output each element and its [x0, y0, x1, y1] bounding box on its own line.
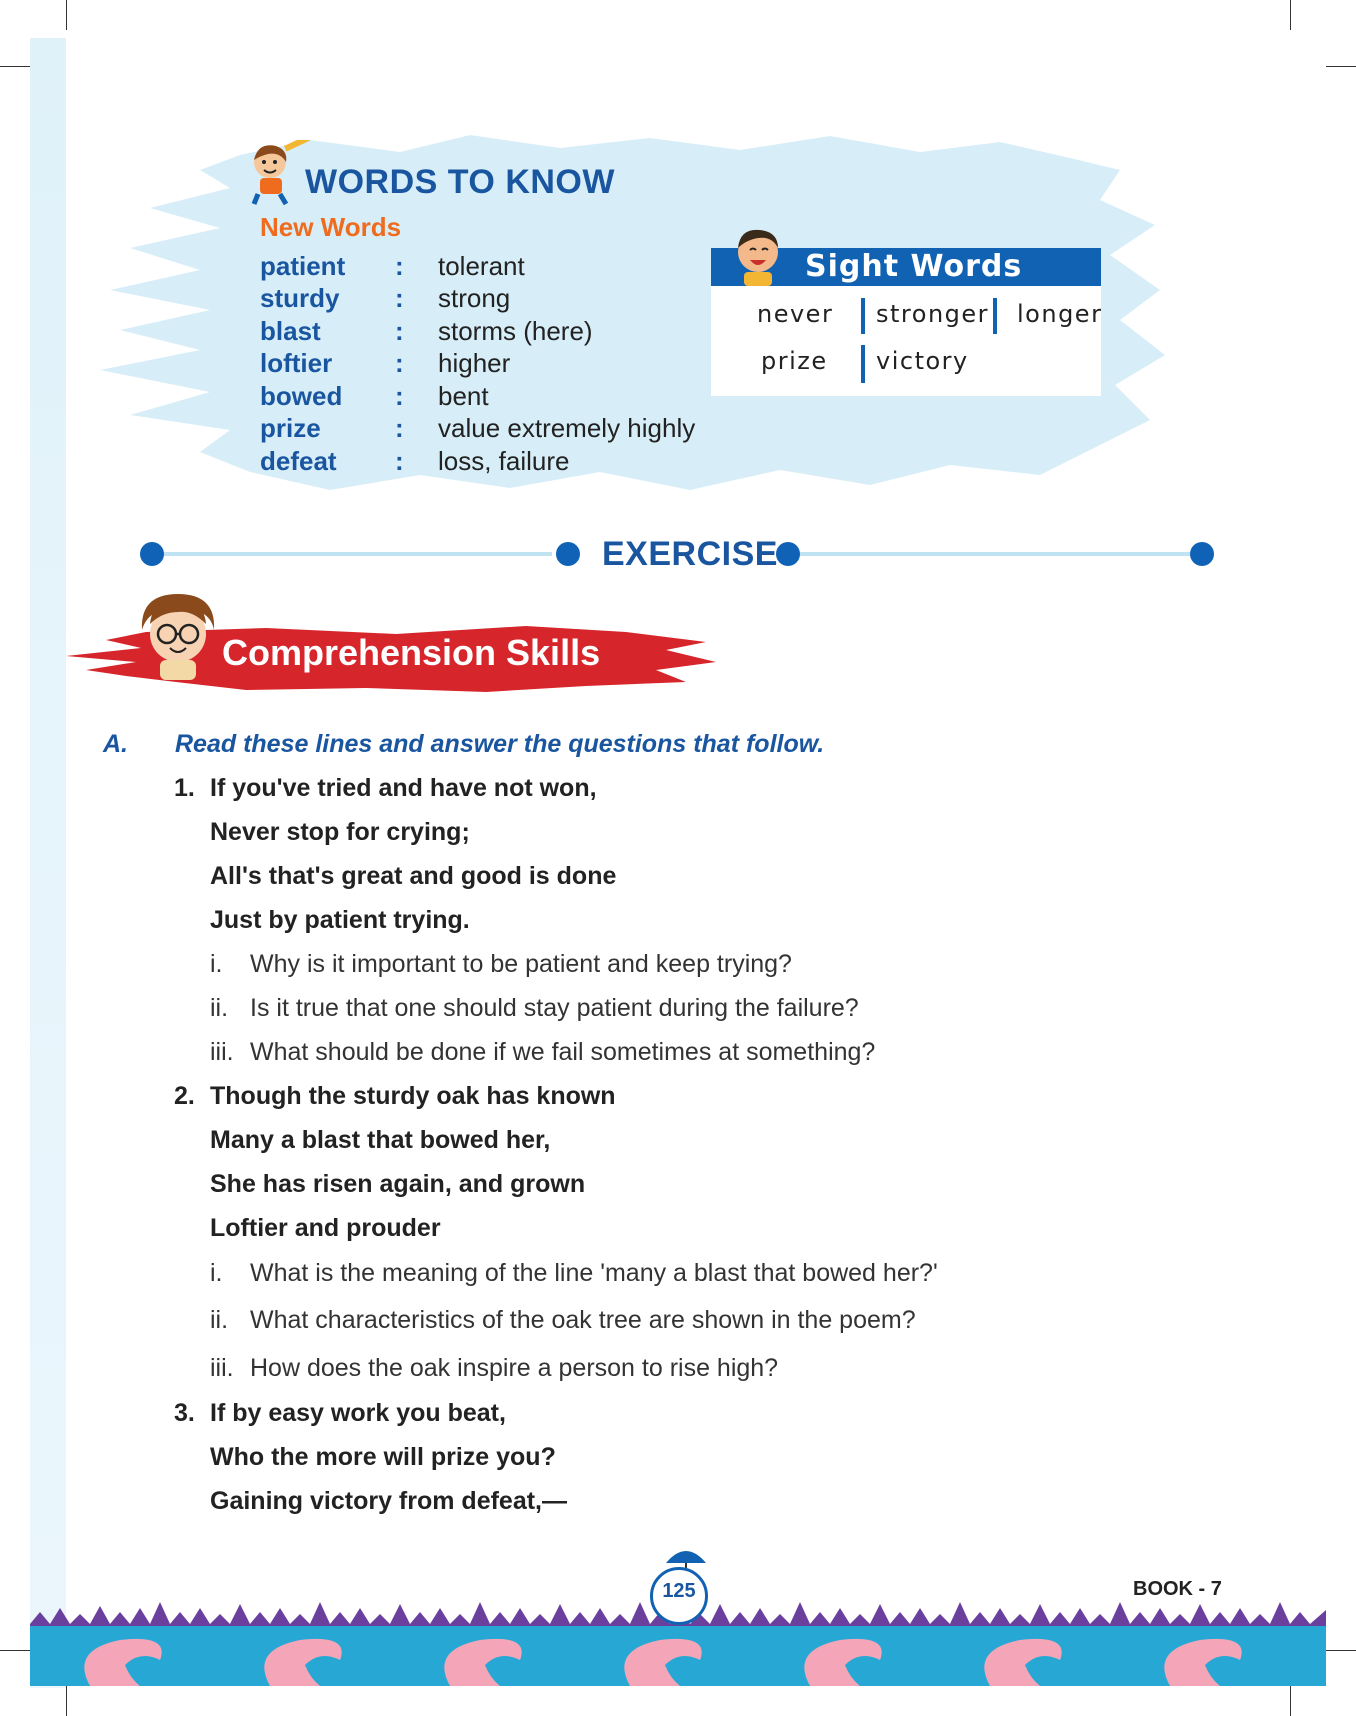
sight-word: longer — [1017, 300, 1103, 328]
crop-mark — [1290, 0, 1291, 30]
question-text: What should be done if we fail sometimes at something? — [250, 1038, 876, 1066]
vocab-colon: : — [395, 413, 404, 444]
item-number: 1. — [174, 774, 195, 802]
vocab-word: prize — [260, 413, 321, 444]
sight-word: victory — [876, 347, 969, 375]
section-instruction: Read these lines and answer the questions that follow. — [175, 730, 825, 758]
vocab-meaning: storms (here) — [438, 315, 593, 346]
vocab-meaning: strong — [438, 283, 511, 314]
vocab-colon: : — [395, 283, 404, 314]
vocab-word: defeat — [260, 445, 337, 476]
question-number: iii. — [210, 1354, 234, 1382]
vocab-meaning: loss, failure — [438, 445, 570, 476]
crop-mark — [66, 0, 67, 30]
crop-mark — [0, 1650, 30, 1651]
crop-mark — [66, 1686, 67, 1716]
side-strip — [30, 38, 66, 1688]
sight-words-title: Sight Words — [805, 249, 1023, 284]
mascot-girl-glasses-icon — [130, 586, 226, 682]
separator — [993, 298, 997, 334]
vocab-colon: : — [395, 445, 404, 476]
sight-word: prize — [761, 347, 828, 375]
vocab-meaning: value extremely highly — [438, 413, 696, 444]
mascot-boy-icon — [728, 218, 788, 286]
vocab-colon: : — [395, 250, 404, 281]
separator — [861, 298, 865, 334]
vocab-row — [260, 413, 695, 446]
question-number: ii. — [210, 1306, 229, 1334]
page-number: 125 — [662, 1580, 696, 1602]
vocab-colon: : — [395, 348, 404, 379]
question-text: Is it true that one should stay patient during the failure? — [250, 994, 859, 1022]
exercise-divider-line-left — [162, 552, 552, 556]
new-words-label: New Words — [260, 212, 402, 242]
sight-word: stronger — [876, 300, 990, 328]
vocab-table — [260, 250, 695, 478]
words-to-know-title: WORDS TO KNOW — [305, 163, 615, 201]
crop-mark — [1326, 66, 1356, 67]
poem-line: Many a blast that bowed her, — [210, 1126, 551, 1154]
vocab-word: patient — [260, 250, 346, 281]
question-number: ii. — [210, 994, 229, 1022]
poem-line: Loftier and prouder — [210, 1214, 441, 1242]
vocab-row — [260, 283, 695, 316]
mascot-boy-pencil-icon — [240, 140, 312, 206]
exercise-divider-line-right — [800, 552, 1190, 556]
question-text: Why is it important to be patient and keep trying? — [250, 950, 792, 978]
question-text: What is the meaning of the line 'many a blast that bowed her?' — [250, 1259, 938, 1287]
poem-line: If you've tried and have not won, — [210, 774, 597, 802]
sight-word: never — [757, 300, 834, 328]
section-letter: A. — [103, 730, 128, 758]
divider-dot — [140, 542, 164, 566]
vocab-word: bowed — [260, 380, 343, 411]
crop-mark — [1326, 1650, 1356, 1651]
poem-line: All's that's great and good is done — [210, 862, 617, 890]
vocab-meaning: higher — [438, 348, 511, 379]
item-number: 3. — [174, 1399, 195, 1427]
vocab-colon: : — [395, 380, 404, 411]
divider-dot — [776, 542, 800, 566]
question-text: What characteristics of the oak tree are shown in the poem? — [250, 1306, 916, 1334]
poem-line: Who the more will prize you? — [210, 1443, 556, 1471]
poem-line: Just by patient trying. — [210, 906, 470, 934]
book-label: BOOK - 7 — [1133, 1578, 1222, 1600]
vocab-word: sturdy — [260, 283, 340, 314]
vocab-row — [260, 445, 695, 478]
exercise-title: EXERCISE — [602, 535, 778, 573]
question-number: iii. — [210, 1038, 234, 1066]
divider-dot — [1190, 542, 1214, 566]
crop-mark — [0, 66, 30, 67]
vocab-word: blast — [260, 315, 321, 346]
poem-line: Never stop for crying; — [210, 818, 470, 846]
poem-line: Though the sturdy oak has known — [210, 1082, 616, 1110]
question-text: How does the oak inspire a person to rise high? — [250, 1354, 779, 1382]
crop-mark — [1290, 1686, 1291, 1716]
separator — [861, 345, 865, 383]
poem-line: If by easy work you beat, — [210, 1399, 506, 1427]
vocab-meaning: tolerant — [438, 250, 525, 281]
vocab-row — [260, 250, 695, 283]
vocab-row — [260, 348, 695, 381]
vocab-row — [260, 315, 695, 348]
comprehension-skills-title: Comprehension Skills — [222, 632, 601, 673]
vocab-meaning: bent — [438, 380, 489, 411]
question-number: i. — [210, 1259, 223, 1287]
vocab-colon: : — [395, 315, 404, 346]
vocab-word: loftier — [260, 348, 333, 379]
poem-line: She has risen again, and grown — [210, 1170, 586, 1198]
divider-dot — [556, 542, 580, 566]
vocab-row — [260, 380, 695, 413]
item-number: 2. — [174, 1082, 195, 1110]
question-number: i. — [210, 950, 223, 978]
poem-line: Gaining victory from defeat,— — [210, 1487, 568, 1515]
